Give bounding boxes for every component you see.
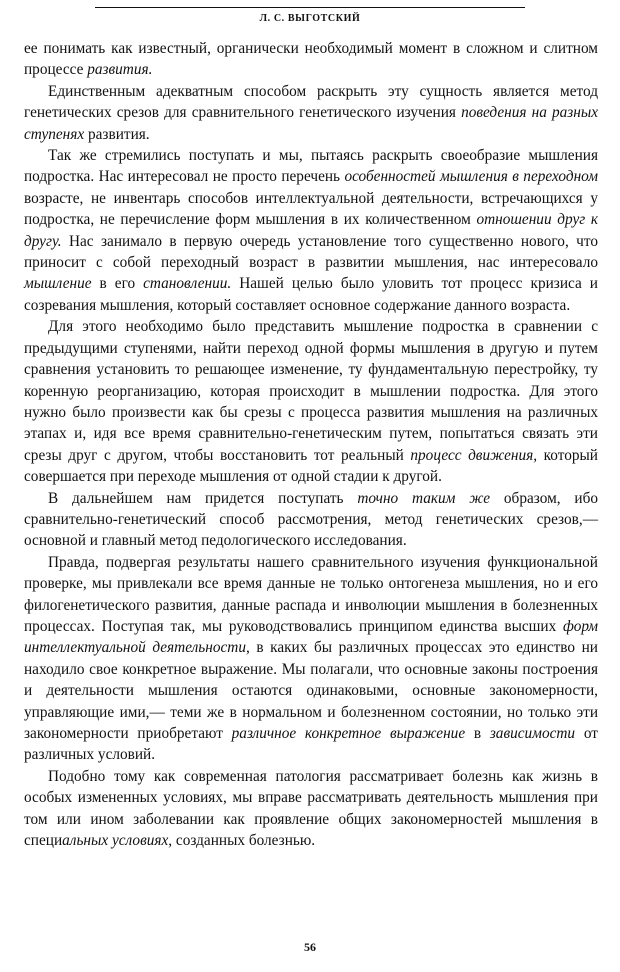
text-span: образом, ибо сравнительно-генетический способ рассмотрения, метод генетических срезов,— основной и главный метод педологического исследования. (24, 489, 599, 550)
text-span: Нас занимало в первую очередь установление того существенно нового, что приносит с собой переходный возраст в развитии мышления, нас интересовало (24, 232, 598, 272)
header-rule (95, 7, 525, 8)
paragraph-3 (24, 145, 598, 316)
emphasis: поведения на разных ступенях (24, 104, 598, 143)
emphasis: точно таким же (357, 489, 491, 507)
text-span: Единственным адекватным способом раскрыть эту сущность является метод генетических срезов для сравнительного генетического изучения (24, 82, 598, 122)
text-span: Так же стремились поступать и мы, пытаясь раскрыть своеобразие мышления подростка. Нас интересовал не просто перечень (24, 147, 598, 186)
text-span: созданных болезнью. (172, 832, 316, 850)
emphasis: процесс движения, (410, 446, 538, 464)
paragraph-1 (24, 38, 598, 81)
text-span: Подобно тому как современная патология рассматривает болезнь как жизнь в особых измененных условиях, мы вправе рассматривать деятельность мышления при том или ином заболевании как проявление общих закономерностей мышления в специ (24, 767, 598, 850)
paragraph-4 (24, 316, 598, 487)
text-span: ее понимать как известный, органически необходимый момент в сложном и слитном процессе (24, 40, 598, 79)
emphasis: форм интеллектуальной деятельности, (24, 617, 598, 657)
text-span: который совершается при переходе мышления от одной стадии к другой. (24, 446, 598, 486)
page-body (24, 38, 598, 851)
emphasis: развития. (87, 61, 153, 79)
page-number: 56 (304, 940, 316, 954)
text-span: в его (91, 275, 144, 293)
text-span: в каких бы различных процессах это единство ни находило свое конкретное выражение. Мы полагали, что основные законы построения и деятельности мышления остаются одинаковыми, основные закономерности, управляющие ими,— теми же в нормальном и болезненном состоянии, но только эти закономерности приобретают (24, 639, 598, 742)
emphasis: альных условиях, (62, 832, 173, 850)
emphasis: становлении. (143, 275, 232, 293)
paragraph-2 (24, 81, 598, 145)
emphasis: различное конкретное выражение (231, 725, 466, 742)
paragraph-6 (24, 552, 598, 766)
text-span: в (465, 725, 490, 742)
text-span: Для этого необходимо было представить мышление подростка в сравнении с предыдущими ступенями, найти переход одной формы мышления в другую и путем сравнения установить то решающее изменение, ту фундаментальную перестройку, ту коренную реорганизацию, которая происходит в мышлении подростка. Для этого нужно было произвести как бы срезы с процесса развития мышления на различных этапах и, идя все время сравнительно-генетическим путем, попытаться связать эти срезы друг с другом, чтобы восстановить тот реальный (24, 318, 598, 464)
text-span: В дальнейшем нам придется поступать (48, 489, 358, 507)
paragraph-5 (24, 488, 598, 552)
text-span: Правда, подвергая результаты нашего сравнительного изучения функциональной проверке, мы привлекали все время данные не только онтогенеза мышления, но и его филогенетического развития, данные распада и инволюции мышления в болезненных процессах. Поступая так, мы руководствовались принципом единства высших (24, 553, 598, 635)
text-span: возрасте, не инвентарь способов интеллектуальной деятельности, встречающихся у подростка, не перечисление форм мышления в их количественном (24, 189, 598, 229)
text-span: развития. (84, 125, 150, 143)
paragraph-7 (24, 766, 598, 852)
emphasis: отношении друг к другу. (24, 211, 598, 250)
running-head: Л. С. ВЫГОТСКИЙ (259, 13, 361, 24)
emphasis: мышление (24, 275, 92, 293)
emphasis: зависимости (489, 725, 576, 742)
emphasis: особенностей мышления в переходном (344, 168, 598, 186)
text-span: Нашей целью было уловить тот процесс кризиса и созревания мышления, который составляет основное содержание данного возраста. (24, 275, 598, 314)
text-span: от различных условий. (24, 725, 598, 764)
